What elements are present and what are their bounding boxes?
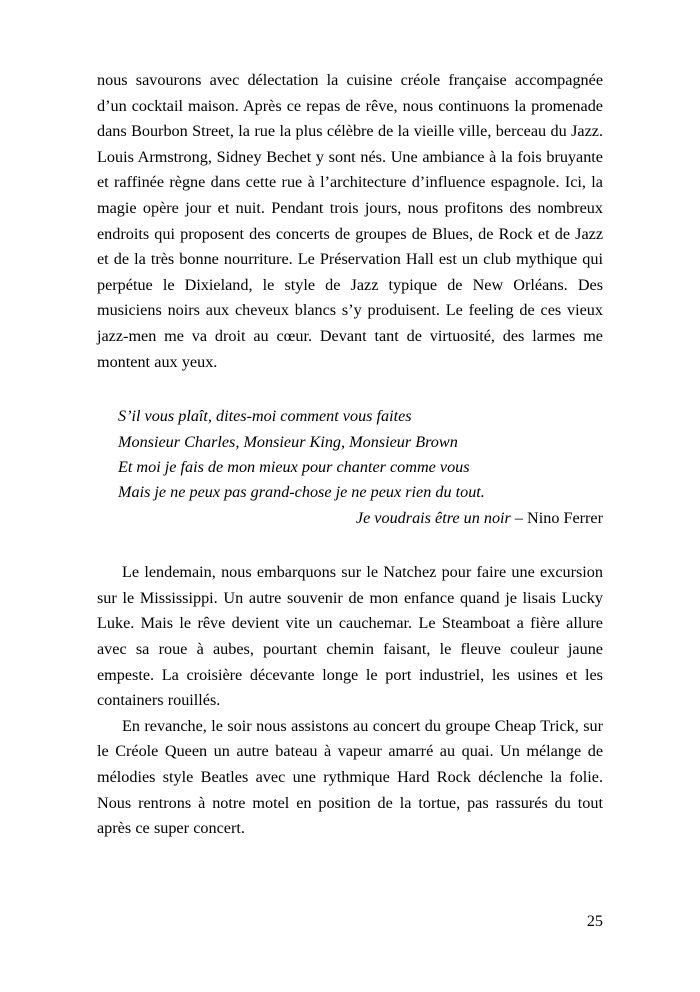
quote-line-2: Monsieur Charles, Monsieur King, Monsieur Brown: [118, 432, 458, 451]
spacer-before-quote: [97, 375, 603, 404]
page-text-block: [97, 68, 603, 842]
quote-author: Nino Ferrer: [527, 508, 603, 527]
paragraph-continuation: nous savourons avec délectation la cuisine créole française accompagnée d’un cocktail maison. Après ce repas de rêve, nous continuons la promenade dans Bourbon Street, la rue la plus célèbre de la vieille ville, berceau du Jazz. Louis Armstrong, Sidney Bechet y sont nés. Une ambiance à la fois bruyante et raffinée règne dans cette rue à l’architecture d’influence espagnole. Ici, la magie opère jour et nuit. Pendant trois jours, nous profitons des nombreux endroits qui proposent des concerts de groupes de Blues, de Rock et de Jazz et de la très bonne nourriture. Le Préservation Hall est un club mythique qui perpétue le Dixieland, le style de Jazz typique de New Orléans. Des musiciens noirs aux cheveux blancs s’y produisent. Le feeling de ces vieux jazz-men me va droit au cœur. Devant tant de virtuosité, des larmes me montent aux yeux.: [97, 71, 603, 371]
quote-block: [97, 404, 603, 531]
quote-line-1: S’il vous plaît, dites-moi comment vous faites: [118, 407, 412, 426]
paragraph-cheap-trick: En revanche, le soir nous assistons au concert du groupe Cheap Trick, sur le Créole Queen un autre bateau à vapeur amarré au quai. Un mélange de mélodies style Beatles avec une rythmique Hard Rock déclenche la folie. Nous rentrons à notre motel en position de la tortue, pas rassurés du tout après ce super concert.: [97, 716, 603, 838]
quote-line-4: Mais je ne peux pas grand-chose je ne peux rien du tout.: [118, 483, 485, 502]
page-number: 25: [586, 911, 603, 930]
quote-work-title: Je voudrais être un noir: [355, 508, 511, 527]
spacer-after-quote: [97, 531, 603, 560]
quote-attribution: [97, 506, 603, 531]
quote-line-3: Et moi je fais de mon mieux pour chanter comme vous: [118, 457, 470, 476]
quote-separator: –: [510, 508, 528, 527]
paragraph-natchez: Le lendemain, nous embarquons sur le Natchez pour faire une excursion sur le Mississippi. Un autre souvenir de mon enfance quand je lisais Lucky Luke. Mais le rêve devient vite un cauchemar. Le Steamboat a fière allure avec sa roue à aubes, pourtant chemin faisant, le fleuve couleur jaune empeste. La croisière décevante longe le port industriel, les usines et les containers rouillés.: [97, 563, 603, 710]
